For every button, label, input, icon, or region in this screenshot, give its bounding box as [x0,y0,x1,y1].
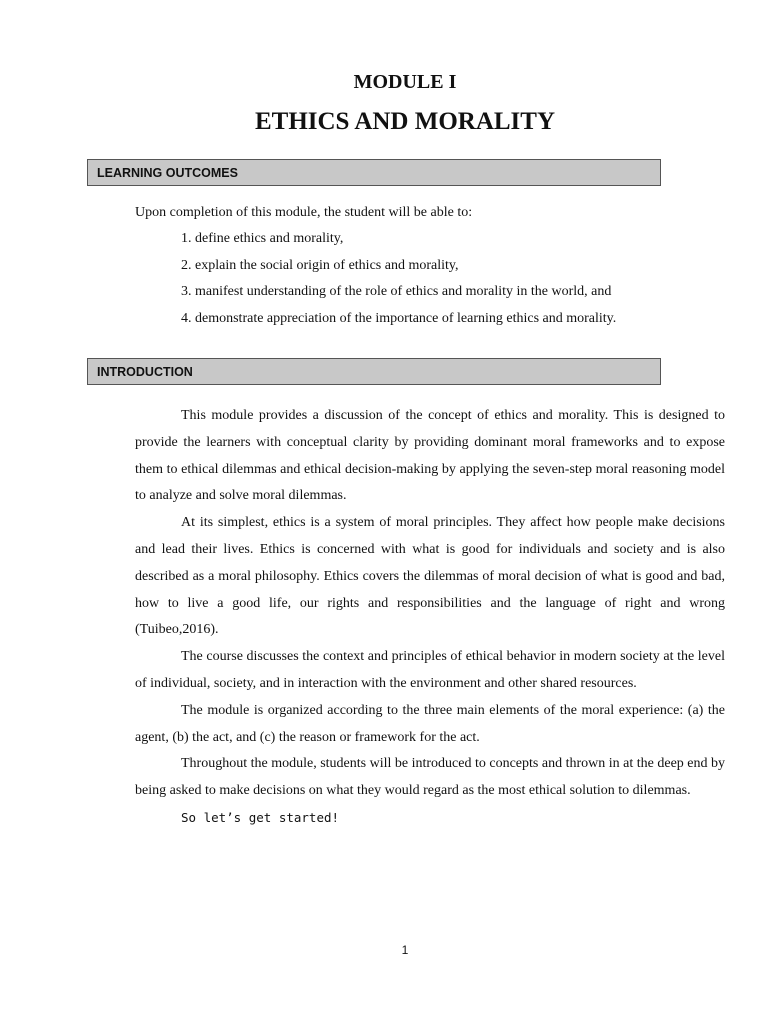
list-item: 4. demonstrate appreciation of the importance of learning ethics and morality. [181,311,617,327]
paragraph: The course discusses the context and principles of ethical behavior in modern society at the level of individual, society, and in interaction with the environment and other shared resources. [135,649,725,691]
paragraph: Throughout the module, students will be introduced to concepts and thrown in at the deep end by being asked to make decisions on what they would regard as the most ethical solution to dilemmas. [135,756,725,799]
page-number: 1 [401,943,409,957]
learning-outcomes-heading-bar [87,159,661,186]
module-title: ETHICS AND MORALITY [254,108,556,135]
closing-line: So let’s get started! [181,809,340,825]
list-item: 2. explain the social origin of ethics and morality, [181,257,459,273]
learning-outcomes-list [181,230,616,337]
list-item: 1. define ethics and morality, [181,231,344,246]
learning-outcomes-intro: Upon completion of this module, the student will be able to: [135,205,473,220]
list-item: 3. manifest understanding of the role of ethics and morality in the world, and [181,284,612,300]
paragraph: This module provides a discussion of the concept of ethics and morality. This is designed to provide the learners with conceptual clarity by providing dominant moral frameworks and to expose them to ethical dilemmas and ethical decision-making by applying the seven-step moral reasoning model to analyze and solve moral dilemmas. [135,408,725,504]
learning-outcomes-heading: LEARNING OUTCOMES [97,166,238,180]
module-number: MODULE I [353,71,457,93]
paragraph: At its simplest, ethics is a system of moral principles. They affect how people make decisions and lead their lives. Ethics is concerned with what is good for individuals and society and is also described as a moral philosophy. Ethics covers the dilemmas of moral decision of what is good and bad, how to live a good life, our rights and responsibilities and the language of right and wrong (Tuibeo,2016). [135,515,725,638]
introduction-heading-bar [87,358,661,385]
paragraph: The module is organized according to the three main elements of the moral experience: (a) the agent, (b) the act, and (c) the reason or framework for the act. [135,702,725,745]
introduction-heading: INTRODUCTION [97,365,193,379]
introduction-body [135,403,725,832]
